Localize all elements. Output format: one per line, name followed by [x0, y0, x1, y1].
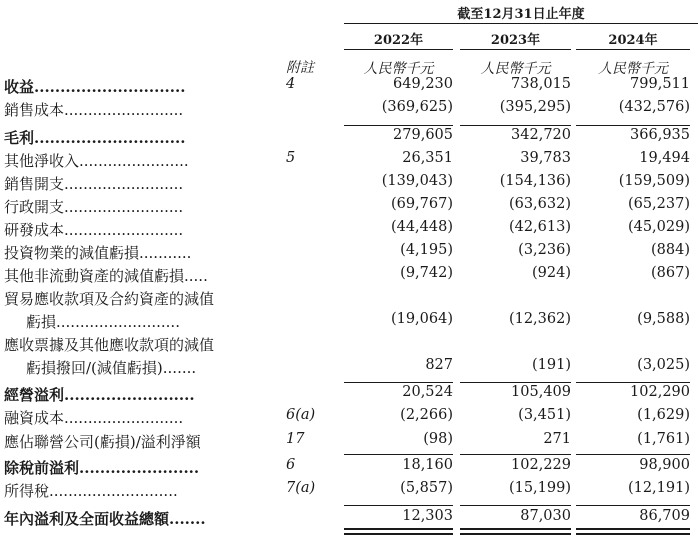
year-rule-2023 [460, 49, 571, 50]
row-value: (19,064) [390, 311, 453, 327]
period-rule [344, 23, 698, 24]
row-value: (5,857) [400, 480, 453, 496]
row-label: 應佔聯營公司(虧損)/溢利淨額 [4, 433, 201, 451]
rule-pretax-3 [576, 454, 690, 455]
row-value: 12,303 [402, 508, 453, 524]
row-value: (3,025) [637, 357, 690, 373]
row-value: (191) [532, 357, 571, 373]
row-label: 年內溢利及全面收益總額....... [4, 510, 206, 528]
row-value: 827 [425, 357, 453, 373]
row-value: (69,767) [390, 196, 453, 212]
row-value: 738,015 [511, 76, 571, 92]
row-value: (63,632) [508, 196, 571, 212]
row-value: 98,900 [639, 457, 690, 473]
year-rule-2024 [576, 49, 690, 50]
rule-total-double-2b [460, 533, 571, 535]
row-value: 19,494 [639, 150, 690, 166]
row-label: 虧損撥回/(減值虧損)....... [26, 359, 197, 377]
rule-gross-profit-3 [576, 125, 690, 126]
row-note: 7(a) [286, 480, 316, 496]
row-value: (395,295) [499, 99, 571, 115]
row-note: 4 [286, 76, 296, 92]
rule-operating-3 [576, 382, 690, 383]
note-column-header: 附註 [286, 60, 314, 76]
row-value: 86,709 [639, 508, 690, 524]
row-label: 其他非流動資產的減值虧損..... [4, 267, 208, 285]
rule-pretax-1 [344, 454, 453, 455]
row-value: 39,783 [520, 150, 571, 166]
unit-2024: 人民幣千元 [598, 61, 668, 77]
rule-total-double-3b [576, 533, 690, 535]
row-note: 6 [286, 457, 296, 473]
row-label: 收益............................. [4, 78, 186, 96]
row-label: 行政開支......................... [4, 198, 184, 216]
row-value: (2,266) [400, 407, 453, 423]
rule-total-top-3 [576, 505, 690, 506]
row-value: 342,720 [511, 127, 571, 143]
row-value: (12,191) [627, 480, 690, 496]
row-value: (1,629) [637, 407, 690, 423]
row-label: 銷售成本......................... [4, 101, 184, 119]
rule-total-double-1a [344, 528, 453, 530]
row-value: 271 [543, 431, 571, 447]
row-value: (12,362) [508, 311, 571, 327]
row-value: (42,613) [508, 219, 571, 235]
row-value: (3,451) [518, 407, 571, 423]
row-value: (44,448) [390, 219, 453, 235]
row-value: (3,236) [518, 242, 571, 258]
period-header: 截至12月31日止年度 [457, 7, 585, 22]
row-note: 17 [286, 431, 305, 447]
year-2023-header: 2023年 [490, 33, 541, 48]
rule-total-double-3a [576, 528, 690, 530]
row-label: 投資物業的減值虧損........... [4, 244, 192, 262]
year-2024-header: 2024年 [608, 33, 658, 48]
row-value: 366,935 [630, 127, 690, 143]
row-value: (15,199) [508, 480, 571, 496]
row-value: (924) [532, 265, 571, 281]
row-value: (867) [651, 265, 690, 281]
rule-total-top-2 [460, 505, 571, 506]
row-value: (159,509) [618, 173, 690, 189]
year-2022-header: 2022年 [373, 33, 424, 48]
row-value: (369,625) [381, 99, 453, 115]
row-value: (1,761) [637, 431, 690, 447]
row-value: (9,588) [637, 311, 690, 327]
row-label: 銷售開支......................... [4, 175, 184, 193]
year-rule-2022 [344, 49, 453, 50]
row-value: 649,230 [393, 76, 453, 92]
row-value: (139,043) [381, 173, 453, 189]
rule-operating-1 [344, 382, 453, 383]
rule-total-top-1 [344, 505, 453, 506]
unit-2023: 人民幣千元 [480, 61, 551, 77]
row-value: (4,195) [400, 242, 453, 258]
row-value: 102,290 [630, 384, 690, 400]
row-label: 其他淨收入....................... [4, 152, 189, 170]
rule-pretax-2 [460, 454, 571, 455]
row-label: 經營溢利......................... [4, 386, 195, 404]
row-value: 18,160 [402, 457, 453, 473]
row-value: 799,511 [630, 76, 690, 92]
row-label: 貿易應收款項及合約資產的減值 [4, 290, 215, 308]
row-value: 279,605 [393, 127, 453, 143]
rule-gross-profit-1 [344, 125, 453, 126]
row-label: 所得稅........................... [4, 482, 178, 500]
row-note: 6(a) [286, 407, 316, 423]
row-label: 毛利............................. [4, 129, 186, 147]
unit-2022: 人民幣千元 [363, 61, 434, 77]
row-value: (154,136) [499, 173, 571, 189]
rule-total-double-2a [460, 528, 571, 530]
row-label: 研發成本......................... [4, 221, 184, 239]
row-value: 87,030 [520, 508, 571, 524]
row-value: (884) [651, 242, 690, 258]
row-label: 除稅前溢利....................... [4, 459, 200, 477]
rule-total-double-1b [344, 533, 453, 535]
row-value: 20,524 [402, 384, 453, 400]
row-value: 26,351 [402, 150, 453, 166]
row-label: 虧損.......................... [26, 313, 180, 331]
row-value: (65,237) [627, 196, 690, 212]
row-value: (432,576) [618, 99, 690, 115]
row-value: (98) [423, 431, 453, 447]
row-value: 102,229 [511, 457, 571, 473]
row-note: 5 [286, 150, 296, 166]
row-label: 應收票據及其他應收款項的減值 [4, 336, 215, 354]
rule-operating-2 [460, 382, 571, 383]
row-label: 融資成本......................... [4, 409, 184, 427]
rule-gross-profit-2 [460, 125, 571, 126]
row-value: (9,742) [400, 265, 453, 281]
row-value: 105,409 [511, 384, 571, 400]
row-value: (45,029) [627, 219, 690, 235]
